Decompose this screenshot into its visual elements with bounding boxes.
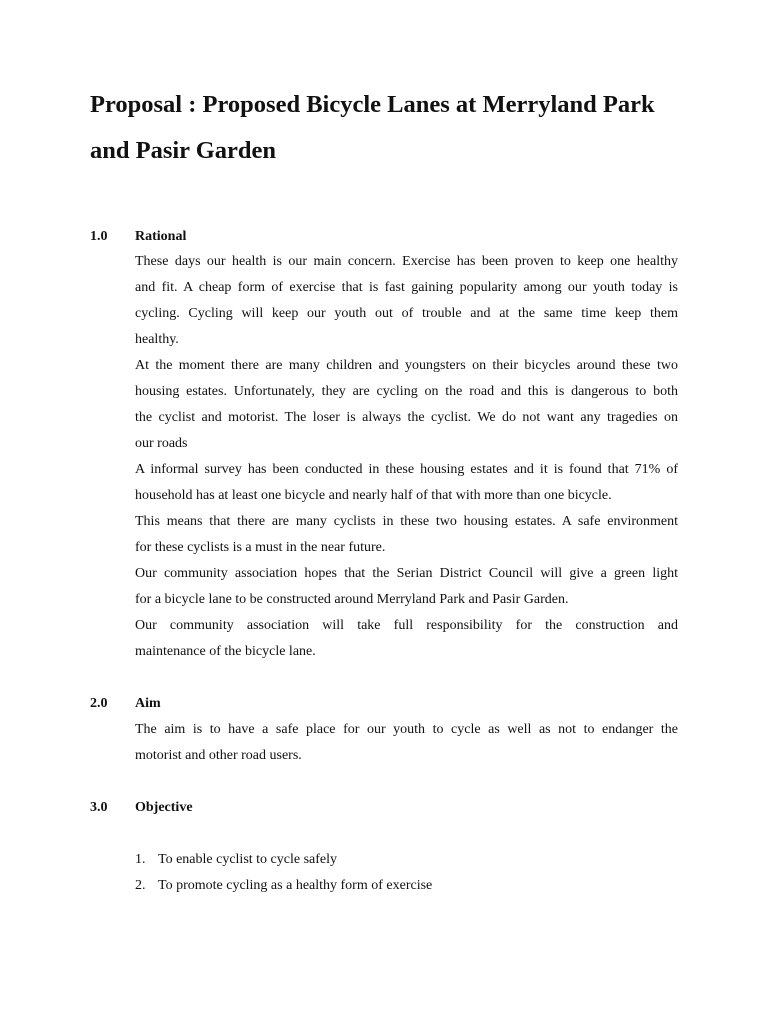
body-line: and fit. A cheap form of exercise that is fast gaining popularity among our youth today is — [135, 280, 678, 295]
body-line: for a bicycle lane to be constructed around Merryland Park and Pasir Garden. — [135, 592, 569, 607]
document-title — [90, 82, 690, 174]
title-line-2: and Pasir Garden — [90, 137, 277, 164]
list-item — [135, 873, 678, 899]
body-line: These days our health is our main concern. Exercise has been proven to keep one healthy — [135, 254, 678, 269]
body-line: the cyclist and motorist. The loser is always the cyclist. We do not want any tragedies on — [135, 410, 678, 425]
body-line: At the moment there are many children and youngsters on their bicycles around these two — [135, 358, 678, 373]
body-line: Our community association will take full responsibility for the construction and — [135, 618, 678, 633]
body-line: healthy. — [135, 332, 179, 347]
section-body-rational — [135, 249, 678, 665]
section-number: 3.0 — [90, 800, 108, 815]
list-item — [135, 847, 678, 873]
body-line: This means that there are many cyclists in these two housing estates. A safe environment — [135, 514, 678, 529]
body-line: our roads — [135, 436, 188, 451]
section-title: Rational — [135, 229, 187, 244]
section-title: Objective — [135, 800, 193, 815]
title-line-1: Proposal : Proposed Bicycle Lanes at Merryland Park — [90, 91, 655, 118]
body-line: maintenance of the bicycle lane. — [135, 644, 316, 659]
list-item-text: To promote cycling as a healthy form of exercise — [158, 878, 433, 893]
body-line: motorist and other road users. — [135, 748, 302, 763]
body-line: for these cyclists is a must in the near future. — [135, 540, 386, 555]
body-line: The aim is to have a safe place for our youth to cycle as well as not to endanger the — [135, 722, 678, 737]
list-marker: 2. — [135, 878, 146, 893]
section-body-aim — [135, 717, 678, 769]
objective-list — [135, 847, 678, 899]
body-line: household has at least one bicycle and nearly half of that with more than one bicycle. — [135, 488, 612, 503]
list-marker: 1. — [135, 852, 146, 867]
body-line: cycling. Cycling will keep our youth out of trouble and at the same time keep them — [135, 306, 678, 321]
body-line: Our community association hopes that the Serian District Council will give a green light — [135, 566, 678, 581]
list-item-text: To enable cyclist to cycle safely — [158, 852, 337, 867]
body-line: housing estates. Unfortunately, they are cycling on the road and this is dangerous to both — [135, 384, 678, 399]
section-number: 1.0 — [90, 229, 108, 244]
section-title: Aim — [135, 696, 161, 711]
body-line: A informal survey has been conducted in these housing estates and it is found that 71% of — [135, 462, 678, 477]
section-number: 2.0 — [90, 696, 108, 711]
